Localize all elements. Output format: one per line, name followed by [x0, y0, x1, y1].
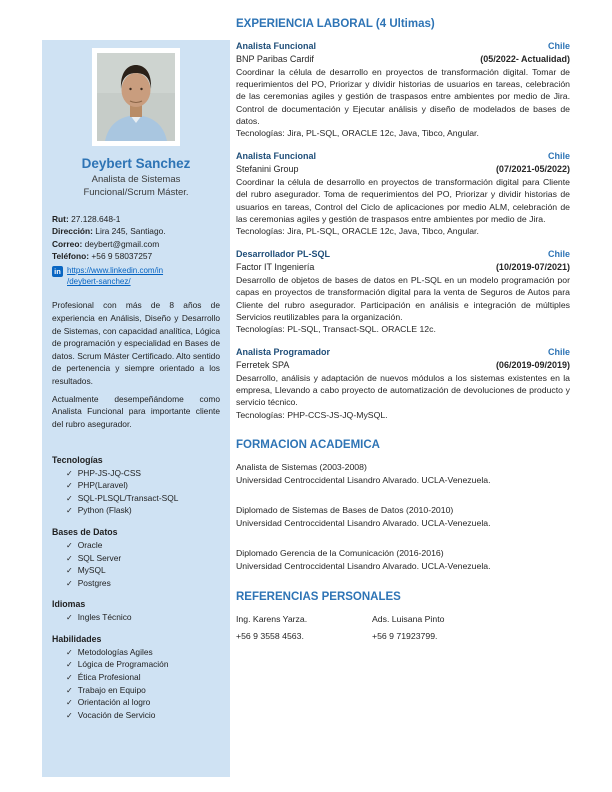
job-company-row [236, 163, 570, 176]
job-company-row [236, 53, 570, 66]
job-description: Desarrollo de objetos de bases de datos en PL-SQL en un modelo programación por capas en proyectos de transformación digital para la venta de Seguros de Autos para Cliente del rubro asegurador. Participación en análisis e integración de múltiples Servicios reutilizables para la organización. [236, 275, 570, 322]
section-heading-education: FORMACION ACADEMICA [236, 438, 380, 451]
list-item-label: Ética Profesional [77, 672, 141, 683]
education-school: Universidad Centroccidental Lisandro Alvarado. UCLA-Venezuela. [236, 474, 491, 485]
linkedin-row [52, 265, 220, 287]
check-icon: ✓ [66, 685, 73, 695]
job-location: Chile [547, 347, 570, 358]
job-dates: (10/2019-07/2021) [495, 262, 570, 273]
job-entry-3 [236, 248, 570, 335]
sidebar [42, 40, 230, 777]
job-description: Coordinar la célula de desarrollo en proyectos de transformación digital. Tomar de requerimientos del PO, Priorizar y dividir historias de usuarios en tareas, celebración de las ceremonias agiles y gestión de traspasos entre ambientes por medio de Jira. Control de documentación y Ejecutar análisis y diseño de modelados de bases de datos. [236, 67, 570, 126]
job-dates: (06/2019-09/2019) [495, 360, 570, 371]
contact-row-rut [52, 213, 220, 226]
list-item-label: Vocación de Servicio [77, 709, 156, 720]
job-company: Factor IT Ingeniería [236, 262, 315, 273]
job-company-row [236, 261, 570, 274]
list-item-label: PHP(Laravel) [77, 480, 128, 491]
job-header-row [236, 40, 570, 53]
list-item [52, 684, 220, 697]
job-location: Chile [547, 249, 570, 260]
check-icon: ✓ [66, 506, 73, 516]
check-icon: ✓ [66, 553, 73, 563]
job-description: Coordinar la célula de desarrollo en proyectos de transformación digital para Cliente del rubro asegurador. Toma de requerimientos del PO, Priorizar y dividir historias de usuarios en tareas, Control del Ciclo de aplicaciones por medio ALM, celebración de las ceremonias agiles y gestión de traspasos entre ambientes por medio de Jira. [236, 177, 570, 224]
linkedin-icon: in [52, 266, 63, 277]
contact-label: Correo: [52, 238, 83, 249]
job-title: Analista Programador [236, 347, 331, 358]
profile-summary-2: Actualmente desempeñándome como Analista Funcional para importante cliente del rubro asegurador. [52, 393, 220, 429]
list-item-label: Python (Flask) [77, 505, 132, 516]
job-location: Chile [547, 151, 570, 162]
list-item [52, 658, 220, 671]
check-icon: ✓ [66, 540, 73, 550]
linkedin-url-line1: https://www.linkedin.com/in [67, 266, 164, 276]
job-location: Chile [547, 41, 570, 51]
check-icon: ✓ [66, 493, 73, 503]
main-content [236, 18, 570, 647]
job-company: BNP Paribas Cardif [236, 54, 314, 65]
list-item [52, 479, 220, 492]
contact-row-correo [52, 238, 220, 251]
list-item-label: Postgres [77, 577, 111, 588]
reference-entry-1 [236, 613, 372, 647]
list-item-label: Metodologías Agiles [77, 646, 153, 657]
linkedin-link[interactable] [67, 265, 163, 287]
education-entry-2 [236, 504, 570, 530]
job-header-row [236, 150, 570, 163]
sidebar-section-habilidades [42, 634, 230, 722]
section-heading-experience: EXPERIENCIA LABORAL (4 Ultimas) [236, 18, 435, 30]
reference-name: Ads. Luisana Pinto [372, 614, 445, 625]
education-degree: Diplomado de Sistemas de Bases de Datos (2010-2010) [236, 504, 454, 515]
contact-label: Teléfono: [52, 251, 90, 262]
contact-block [42, 213, 230, 288]
education-entry-3 [236, 547, 570, 573]
check-icon: ✓ [66, 481, 73, 491]
job-description: Desarrollo, análisis y adaptación de nuevos módulos a los sistemas existentes en la empresa, Llevando a cabo proyecto de automatización de devoluciones de producto y servicio técnico. [236, 373, 570, 408]
list-item-label: PHP-JS-JQ-CSS [77, 467, 141, 478]
contact-row-telefono [52, 250, 220, 263]
job-company: Ferretek SPA [236, 360, 290, 371]
list-item [52, 467, 220, 480]
check-icon: ✓ [66, 698, 73, 708]
profile-photo [97, 53, 175, 141]
sidebar-heading-idiomas: Idiomas [52, 599, 86, 610]
sidebar-heading-bases-de-datos: Bases de Datos [52, 526, 118, 537]
list-item [52, 577, 220, 590]
list-item-label: SQL-PLSQL/Transact-SQL [77, 492, 179, 503]
reference-entry-2 [372, 613, 508, 647]
list-item-label: Ingles Técnico [77, 612, 132, 623]
contact-label: Dirección: [52, 226, 93, 237]
job-dates: (05/2022- Actualidad) [480, 54, 570, 65]
list-item [52, 492, 220, 505]
photo-frame [92, 48, 180, 146]
check-icon: ✓ [66, 578, 73, 588]
list-item [52, 564, 220, 577]
job-technologies: Tecnologías: Jira, PL-SQL, ORACLE 12c, Java, Tibco, Angular. [236, 225, 479, 236]
education-entry-1 [236, 461, 570, 487]
job-company: Stefanini Group [236, 164, 299, 175]
list-item-label: MySQL [77, 565, 106, 576]
reference-phone: +56 9 71923799. [372, 631, 438, 642]
education-degree: Diplomado Gerencia de la Comunicación (2016-2016) [236, 548, 444, 558]
contact-value: Lira 245, Santiago. [95, 226, 166, 237]
contact-label: Rut: [52, 213, 69, 224]
reference-name: Ing. Karens Yarza. [236, 614, 308, 625]
job-entry-2 [236, 150, 570, 237]
job-entry-4 [236, 346, 570, 421]
list-item [52, 646, 220, 659]
profile-summary-1: Profesional con más de 8 años de experiencia en Análisis, Diseño y Desarrollo de Sistemas, con capacidad analítica, Lógica de programación y especialidad en Bases de datos. Scrum Máster Certificado. Alto sentido de pertenencia y siempre orientado a los resultados. [52, 300, 220, 387]
education-school: Universidad Centroccidental Lisandro Alvarado. UCLA-Venezuela. [236, 561, 491, 572]
job-title: Analista Funcional [236, 41, 317, 51]
list-item [52, 709, 220, 722]
list-item-label: SQL Server [77, 552, 122, 563]
education-school: Universidad Centroccidental Lisandro Alvarado. UCLA-Venezuela. [236, 517, 491, 528]
check-icon: ✓ [66, 468, 73, 478]
job-header-row [236, 346, 570, 359]
sidebar-section-idiomas [42, 599, 230, 624]
sidebar-section-tecnologias [42, 455, 230, 517]
sidebar-heading-habilidades: Habilidades [52, 633, 102, 644]
list-item [52, 539, 220, 552]
list-item-label: Trabajo en Equipo [77, 684, 146, 695]
job-title: Desarrollador PL-SQL [236, 249, 331, 260]
check-icon: ✓ [66, 566, 73, 576]
list-item [52, 696, 220, 709]
check-icon: ✓ [66, 673, 73, 683]
person-headline: Analista de Sistemas Funcional/Scrum Máster. [83, 174, 189, 198]
contact-value: deybert@gmail.com [84, 238, 160, 249]
references-row [236, 613, 570, 647]
list-item [52, 552, 220, 565]
linkedin-url-line2: /deybert-sanchez/ [67, 277, 131, 287]
contact-value: 27.128.648-1 [71, 213, 121, 224]
list-item-label: Orientación al logro [77, 697, 151, 708]
section-heading-references: REFERENCIAS PERSONALES [236, 591, 401, 604]
job-technologies: Tecnologías: Jira, PL-SQL, ORACLE 12c, Java, Tibco, Angular. [236, 127, 479, 138]
list-item [52, 611, 220, 624]
check-icon: ✓ [66, 660, 73, 670]
sidebar-section-bases-de-datos [42, 527, 230, 589]
person-name: Deybert Sanchez [81, 156, 191, 171]
list-item [52, 671, 220, 684]
job-entry-1 [236, 40, 570, 139]
job-title: Analista Funcional [236, 151, 317, 162]
job-technologies: Tecnologías: PHP-CCS-JS-JQ-MySQL. [236, 409, 388, 420]
list-item [52, 504, 220, 517]
reference-phone: +56 9 3558 4563. [236, 631, 304, 642]
education-degree: Analista de Sistemas (2003-2008) [236, 461, 367, 472]
check-icon: ✓ [66, 647, 73, 657]
check-icon: ✓ [66, 710, 73, 720]
list-item-label: Oracle [77, 539, 103, 550]
sidebar-heading-tecnologias: Tecnologías [52, 454, 103, 465]
check-icon: ✓ [66, 613, 73, 623]
job-technologies: Tecnologías: PL-SQL, Transact-SQL. ORACLE 12c. [236, 323, 436, 334]
contact-value: +56 9 58037257 [91, 251, 153, 262]
job-dates: (07/2021-05/2022) [495, 164, 570, 175]
contact-row-direccion [52, 225, 220, 238]
list-item-label: Lógica de Programación [77, 659, 169, 670]
job-company-row [236, 359, 570, 372]
job-header-row [236, 248, 570, 261]
